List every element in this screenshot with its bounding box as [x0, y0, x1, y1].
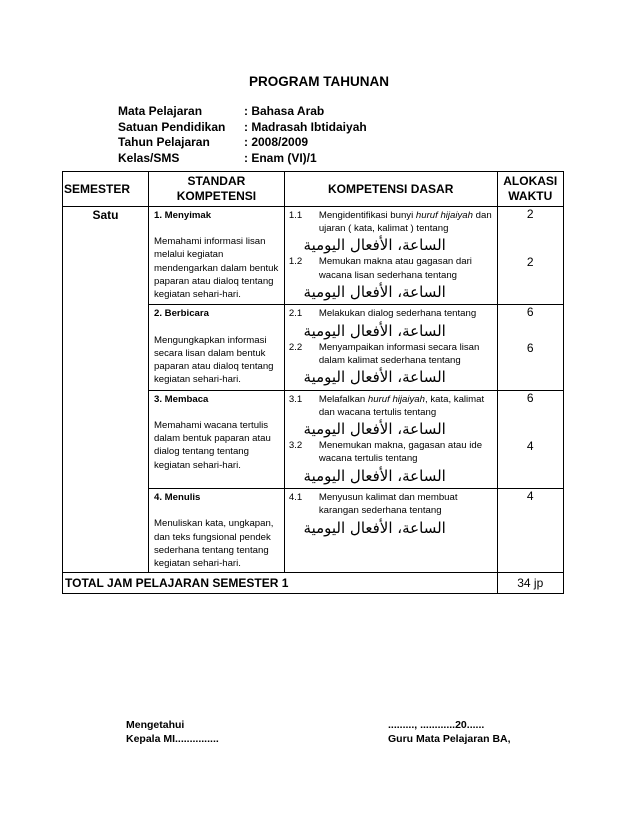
spacer — [498, 453, 563, 488]
spacer — [498, 355, 563, 390]
alokasi-value: 6 — [526, 340, 534, 355]
spacer — [498, 320, 563, 342]
kompetensi-dasar-cell — [284, 207, 497, 305]
spacer — [498, 269, 563, 304]
arabic-topic: الساعة، الأفعال اليومية — [303, 420, 446, 439]
alokasi-cell — [497, 207, 563, 305]
standar-kompetensi-cell — [149, 207, 285, 305]
signature-left — [126, 718, 219, 746]
signature-left-line2: Kepala MI............... — [126, 733, 219, 745]
standar-kompetensi-cell — [149, 489, 285, 573]
arabic-topic: الساعة، الأفعال اليومية — [303, 236, 446, 255]
kompetensi-item — [289, 255, 495, 281]
spacer — [154, 222, 281, 235]
semester-cell: Satu — [63, 207, 149, 573]
italic-term: huruf hijaiyah — [367, 393, 425, 405]
kompetensi-text: Melakukan dialog sederhana tentang — [318, 308, 477, 320]
spacer — [498, 405, 563, 440]
header-standar: STANDAR KOMPETENSI — [149, 172, 285, 207]
standar-heading: 1. Menyimak — [154, 210, 212, 221]
kompetensi-dasar-cell — [284, 305, 497, 390]
alokasi-cell — [497, 390, 563, 488]
arabic-topic: الساعة، الأفعال اليومية — [303, 321, 446, 340]
meta-label: Mata Pelajaran — [118, 104, 203, 118]
alokasi-value: 4 — [526, 439, 534, 454]
signature-right-line2: Guru Mata Pelajaran BA, — [388, 733, 511, 745]
kompetensi-text: Menemukan makna, gagasan atau ide wacana tertulis tentang — [318, 440, 483, 465]
header-kompetensi: KOMPETENSI DASAR — [284, 172, 497, 207]
arabic-topic: الساعة، الأفعال اليومية — [303, 282, 446, 301]
header-alokasi: ALOKASI WAKTU — [497, 172, 563, 207]
alokasi-value: 6 — [526, 390, 534, 405]
kompetensi-item — [289, 439, 495, 465]
total-value: 34 jp — [497, 573, 563, 594]
alokasi-value: 4 — [526, 489, 534, 504]
arabic-topic: الساعة، الأفعال اليومية — [303, 368, 446, 387]
kompetensi-item — [289, 341, 495, 367]
standar-description: Menuliskan kata, ungkapan, dan teks fungsional pendek sederhana tentang tentang kegiatan sehari-hari. — [154, 518, 274, 570]
standar-heading: 2. Berbicara — [154, 308, 209, 320]
total-row — [63, 573, 564, 594]
program-table — [62, 171, 564, 594]
kompetensi-item — [289, 307, 495, 320]
alokasi-value: 2 — [526, 255, 534, 270]
meta-value: : Bahasa Arab — [244, 104, 325, 118]
arabic-topic: الساعة، الأفعال اليومية — [303, 466, 446, 485]
header-semester: SEMESTER — [63, 172, 149, 207]
table-body — [63, 207, 564, 594]
meta-label: Satuan Pendidikan — [118, 119, 226, 134]
kompetensi-item — [289, 209, 495, 235]
standar-heading: 3. Membaca — [154, 393, 209, 405]
kompetensi-number: 2.2 — [288, 341, 303, 353]
kompetensi-number: 1.1 — [288, 210, 303, 221]
meta-value: : 2008/2009 — [244, 135, 309, 149]
arabic-topic: الساعة، الأفعال اليومية — [303, 518, 446, 537]
standar-heading: 4. Menulis — [154, 492, 201, 504]
table-row — [63, 207, 564, 305]
signature-right — [388, 718, 511, 746]
table-header-row — [63, 172, 564, 207]
kompetensi-text: Melafalkan huruf hijaiyah, kata, kalimat dan wacana tertulis tentang — [318, 393, 485, 419]
meta-value: : Madrasah Ibtidaiyah — [244, 119, 367, 134]
standar-description: Memahami informasi lisan melalui kegiatan mendengarkan dalam bentuk paparan atau dialoq tentang kegiatan sehari-hari. — [154, 236, 279, 301]
kompetensi-text: Menyusun kalimat dan membuat karangan sederhana tentang — [318, 492, 458, 517]
spacer — [154, 321, 281, 334]
meta-row — [118, 120, 367, 136]
alokasi-value: 2 — [526, 207, 534, 221]
kompetensi-text: Memukan makna atau gagasan dari wacana lisan sederhana tentang — [318, 256, 472, 281]
meta-info — [118, 104, 367, 166]
kompetensi-dasar-cell — [284, 489, 497, 573]
signature-left-line1: Mengetahui — [126, 719, 185, 731]
spacer — [154, 504, 281, 517]
kompetensi-number: 3.1 — [288, 393, 303, 405]
meta-row — [118, 151, 367, 167]
kompetensi-item — [289, 491, 495, 517]
spacer — [154, 406, 281, 419]
kompetensi-number: 3.2 — [288, 440, 303, 452]
alokasi-cell — [497, 489, 563, 573]
standar-kompetensi-cell — [149, 305, 285, 390]
meta-value: : Enam (VI)/1 — [244, 150, 317, 165]
standar-description: Memahami wacana tertulis dalam bentuk paparan atau dialog tentang tentang kegiatan sehari-hari. — [154, 420, 271, 471]
standar-kompetensi-cell — [149, 390, 285, 488]
kompetensi-number: 4.1 — [288, 492, 303, 504]
meta-label: Tahun Pelajaran — [118, 135, 210, 149]
alokasi-cell — [497, 305, 563, 390]
kompetensi-number: 2.1 — [288, 308, 303, 320]
spacer — [498, 503, 563, 538]
spacer — [498, 221, 563, 256]
italic-term: huruf hijaiyah — [415, 210, 473, 221]
kompetensi-text: Mengidentifikasi bunyi huruf hijaiyah dan ujaran ( kata, kalimat ) tentang — [318, 210, 492, 235]
kompetensi-number: 1.2 — [288, 256, 303, 268]
total-label: TOTAL JAM PELAJARAN SEMESTER 1 — [63, 573, 498, 594]
meta-label: Kelas/SMS — [118, 150, 180, 165]
meta-row — [118, 104, 367, 120]
meta-row — [118, 135, 367, 151]
signature-right-line1: ........., ............20...... — [388, 719, 485, 731]
kompetensi-text: Menyampaikan informasi secara lisan dalam kalimat sederhana tentang — [318, 341, 480, 366]
kompetensi-item — [289, 393, 495, 419]
kompetensi-dasar-cell — [284, 390, 497, 488]
standar-description: Mengungkapkan informasi secara lisan dalam bentuk paparan atau dialoq tentang kegiatan sehari-hari. — [154, 334, 274, 386]
alokasi-value: 6 — [526, 305, 534, 320]
page-title: PROGRAM TAHUNAN — [249, 74, 389, 89]
